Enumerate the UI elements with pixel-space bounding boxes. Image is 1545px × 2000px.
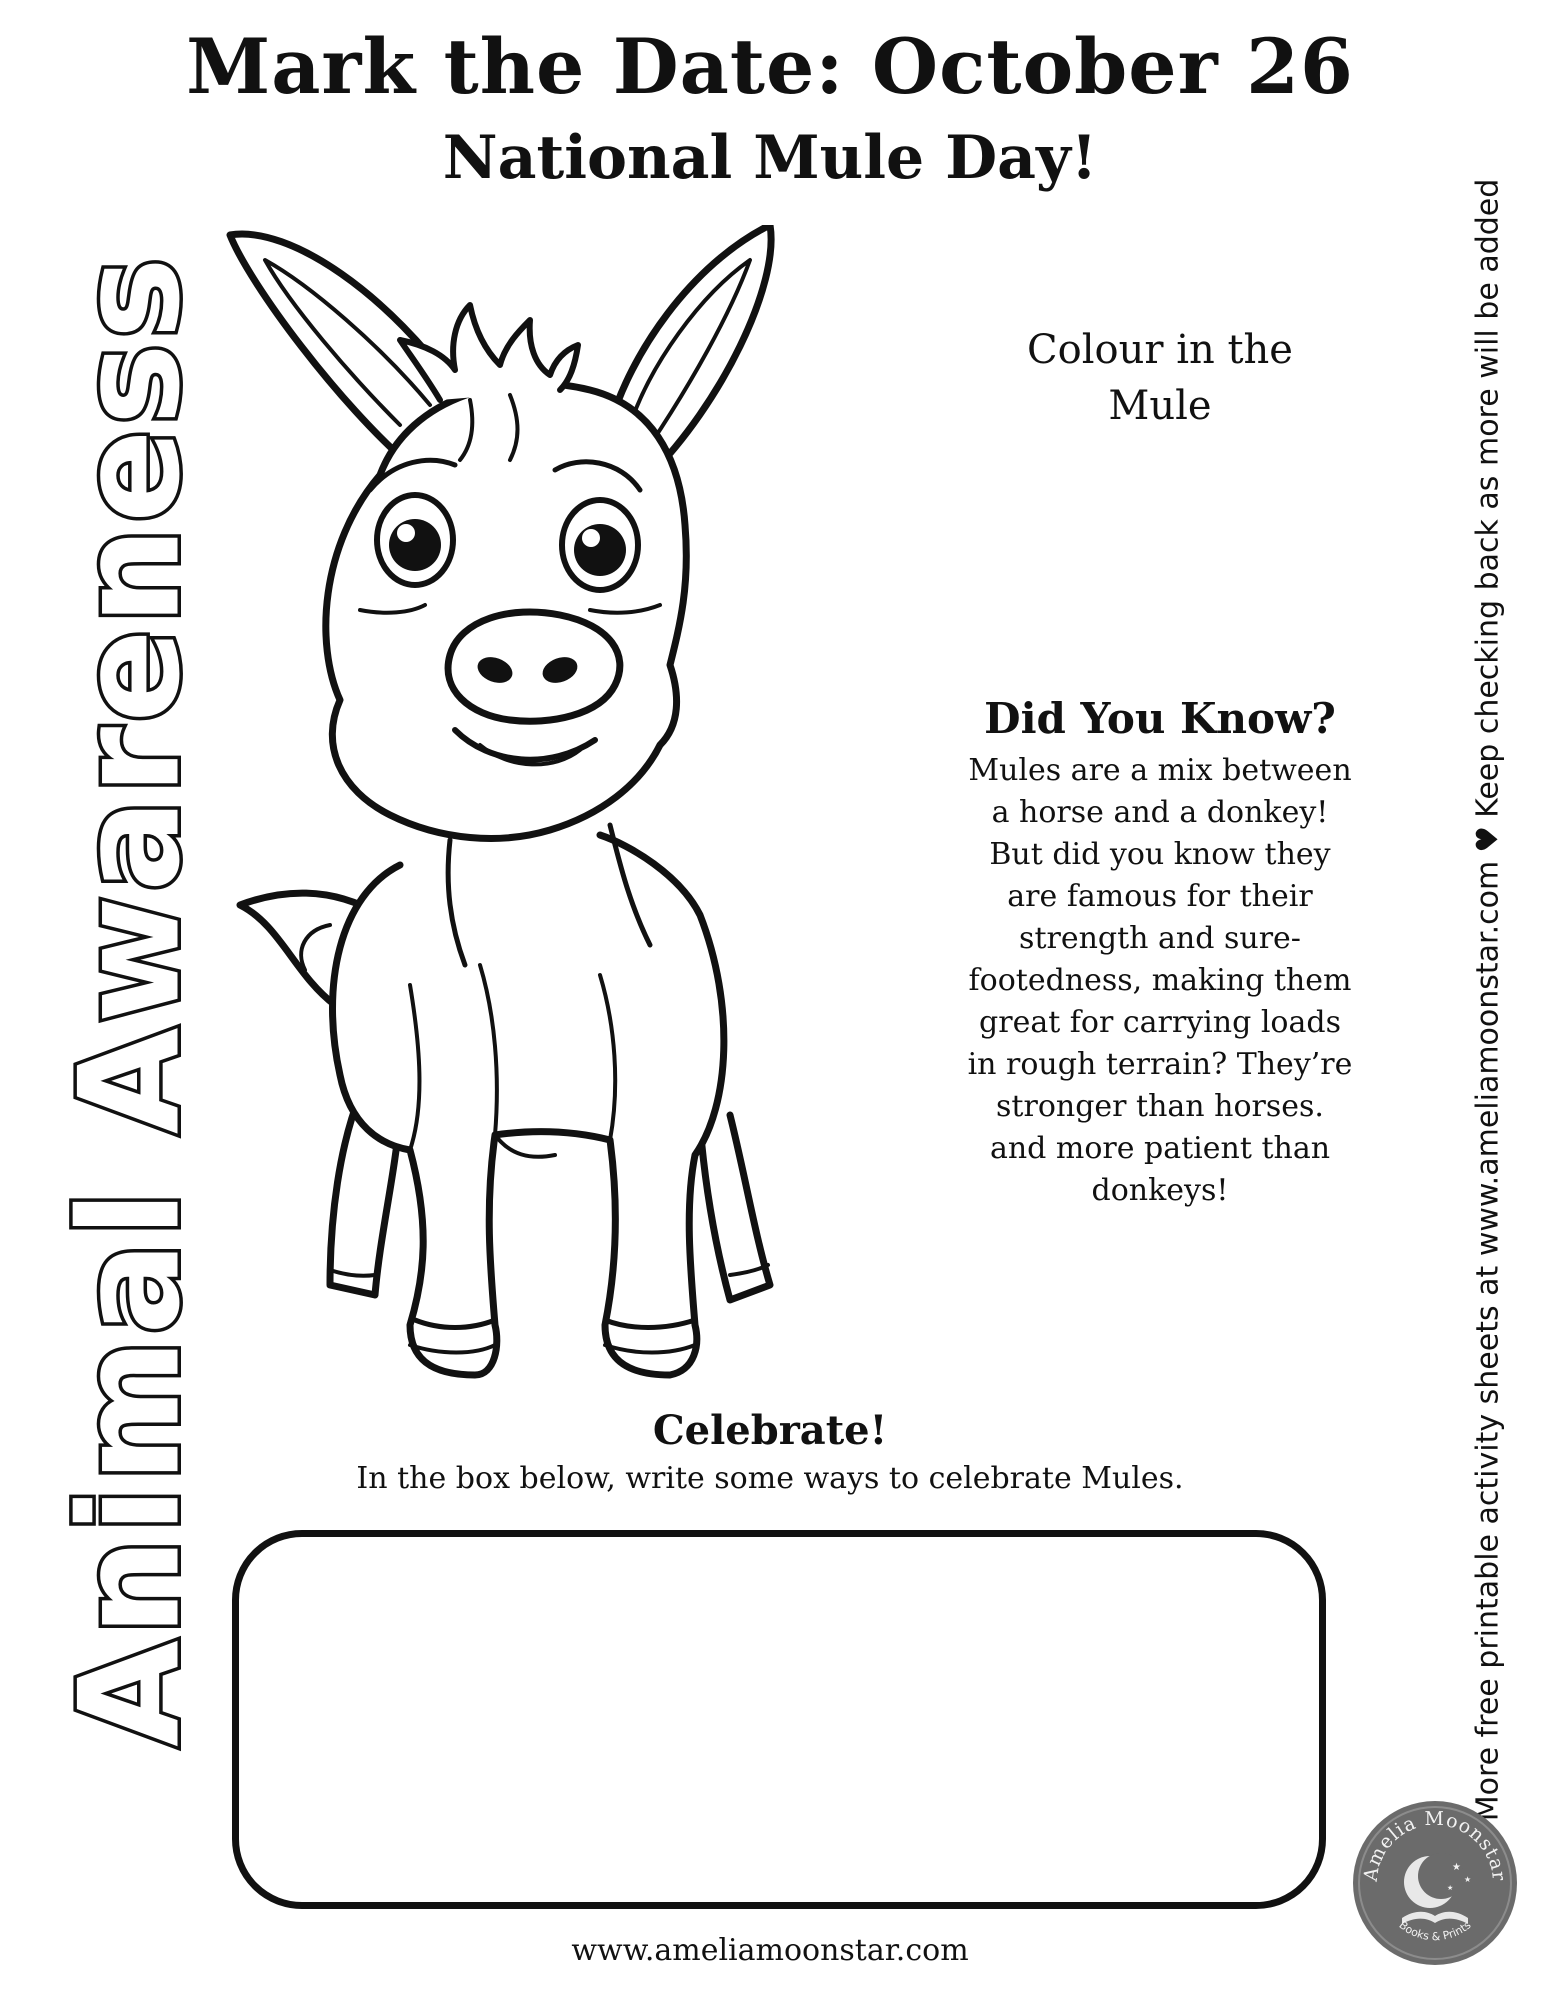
star-icon: ★ — [1464, 1875, 1472, 1884]
logo-name: Amelia Moonstar — [1359, 1807, 1511, 1883]
page-title: Mark the Date: October 26 — [186, 22, 1354, 111]
fact-line: strength and sure- — [1019, 921, 1301, 956]
heart-icon: ♥ — [1470, 825, 1506, 853]
fact-line: a horse and a donkey! — [991, 795, 1329, 830]
side-note — [1471, 179, 1506, 1822]
fact-line: But did you know they — [989, 837, 1331, 872]
did-you-know-body — [950, 750, 1370, 1212]
star-icon: ★ — [1452, 1862, 1461, 1873]
fact-line: Mules are a mix between — [968, 753, 1352, 788]
fact-line: are famous for their — [1007, 879, 1313, 914]
fact-line: footedness, making them — [968, 963, 1352, 998]
page-subtitle: National Mule Day! — [442, 123, 1098, 193]
footer-url[interactable]: www.ameliamoonstar.com — [571, 1933, 969, 1968]
side-title: Animal Awareness — [49, 253, 211, 1747]
did-you-know-heading: Did You Know? — [984, 694, 1336, 743]
colour-prompt-line-2: Mule — [1108, 383, 1212, 429]
star-icon: ★ — [1447, 1884, 1454, 1892]
amelia-moonstar-logo — [1352, 1800, 1518, 1966]
side-note-text: More free printable activity sheets at www.ameliamoonstar.com — [1470, 860, 1506, 1822]
fact-line: great for carrying loads — [979, 1005, 1341, 1040]
mule-illustration — [210, 225, 810, 1415]
body-shape — [333, 835, 724, 1375]
colour-prompt — [980, 322, 1340, 434]
fact-line: donkeys! — [1091, 1173, 1229, 1208]
fact-line: stronger than horses. — [996, 1089, 1324, 1124]
fact-line: and more patient than — [989, 1131, 1331, 1166]
celebrate-writing-box[interactable] — [232, 1530, 1326, 1909]
muzzle-shape — [448, 612, 620, 721]
back-leg-right — [700, 1115, 770, 1300]
celebrate-heading: Celebrate! — [652, 1407, 888, 1454]
side-note-text-2: Keep checking back as more will be added — [1470, 178, 1506, 818]
logo-tagline: Books & Prints — [1396, 1918, 1474, 1944]
colour-prompt-line-1: Colour in the — [1027, 327, 1293, 373]
celebrate-instruction: In the box below, write some ways to celebrate Mules. — [356, 1461, 1184, 1496]
fact-line: in rough terrain? They’re — [967, 1047, 1353, 1082]
